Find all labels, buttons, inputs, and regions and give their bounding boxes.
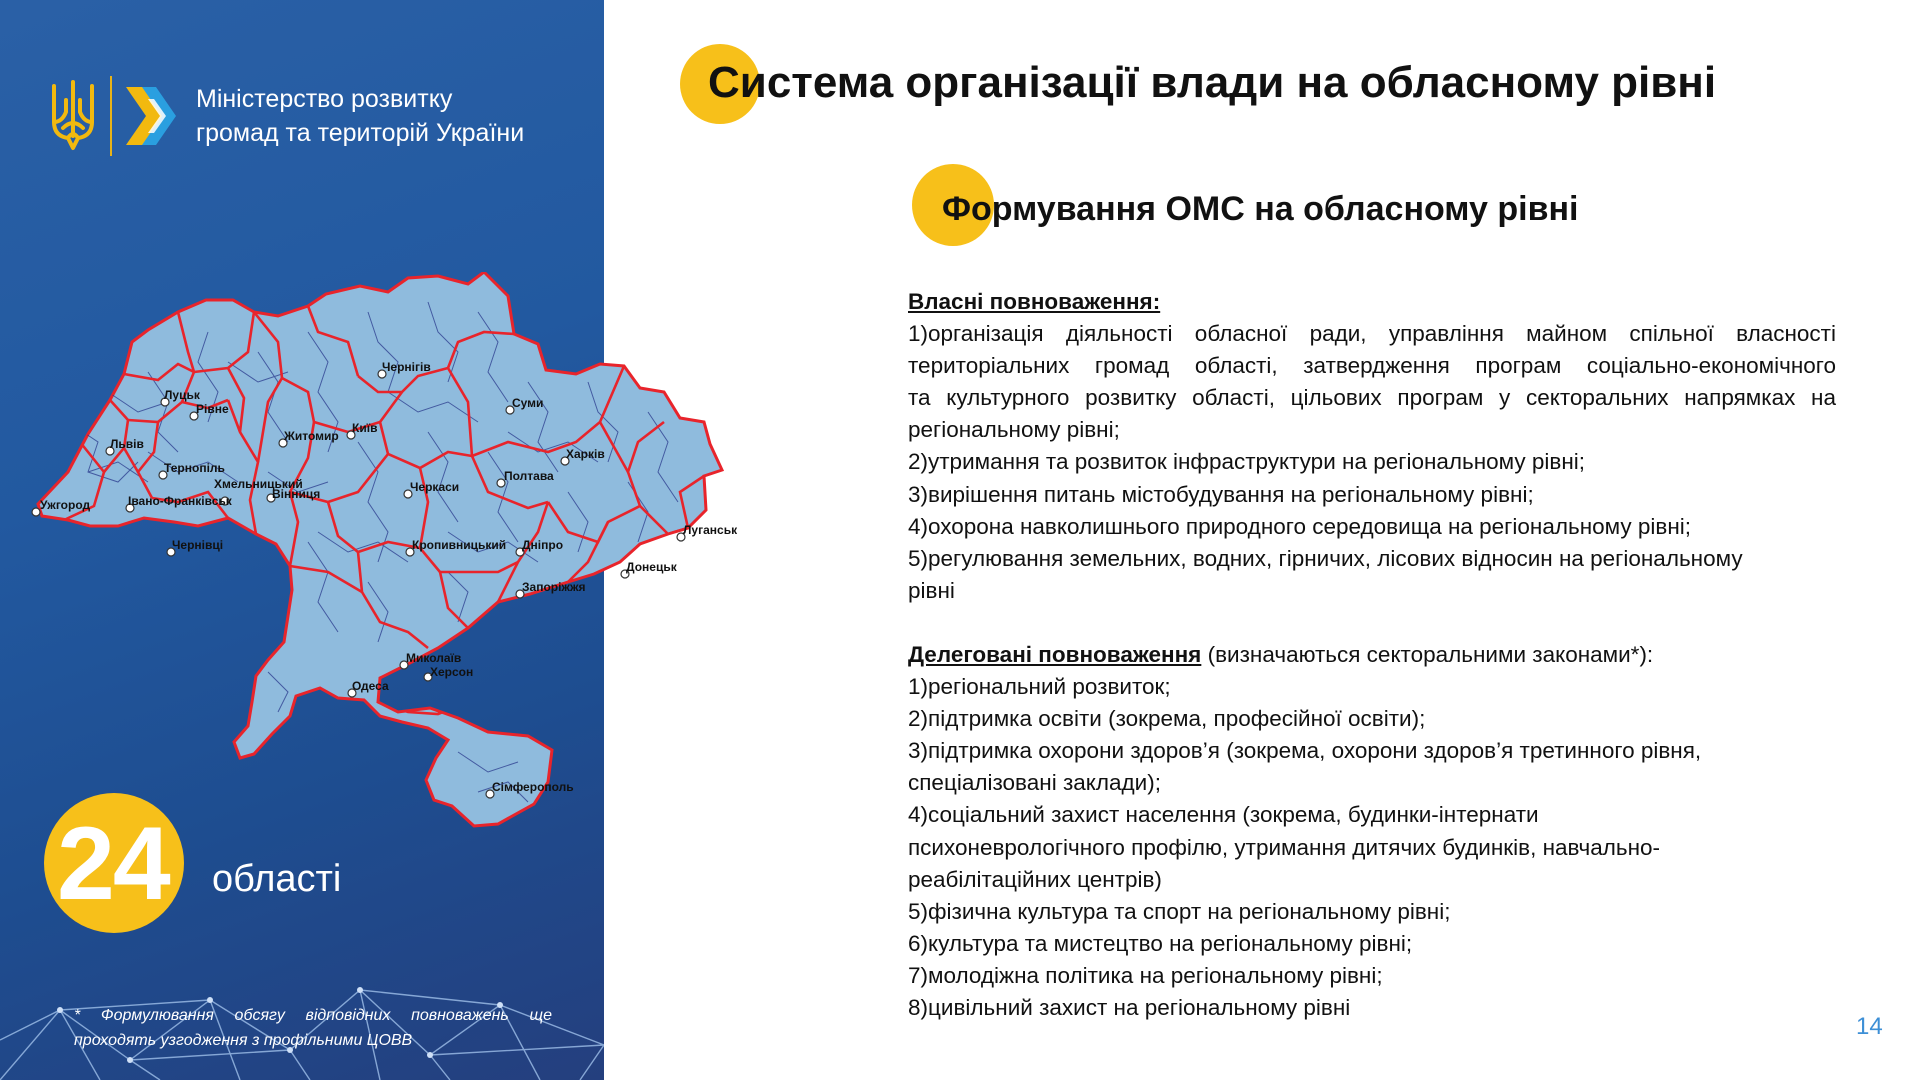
delegated-powers-line: 1)регіональний розвиток;	[908, 674, 1171, 700]
ukraine-map	[28, 272, 904, 852]
city-label-luhansk: Луганськ	[683, 523, 738, 537]
trident-icon	[48, 78, 98, 154]
delegated-powers-note: (визначаються секторальними законами*):	[1201, 641, 1654, 667]
own-powers-line: 3)вирішення питань містобудування на регіональному рівні;	[908, 481, 1534, 507]
delegated-powers-line: 2)підтримка освіти (зокрема, професійної освіти);	[908, 706, 1426, 732]
delegated-powers-line: 6)культура та мистецтво на регіональному рівні;	[908, 930, 1413, 956]
delegated-powers-heading-row	[908, 639, 1836, 671]
own-powers-line: рівні	[908, 577, 955, 603]
city-label-mykolaiv: Миколаїв	[406, 651, 462, 665]
ministry-name-line2: громад та територій України	[196, 119, 525, 147]
delegated-powers-line: 4)соціальний захист населення (зокрема, будинки-інтернати	[908, 802, 1539, 828]
city-label-lviv: Львів	[110, 437, 144, 451]
city-label-rivne: Рівне	[196, 402, 229, 416]
city-label-khmelnytskyi: Хмельницький	[214, 477, 303, 491]
delegated-powers-line: реабілітаційних центрів)	[908, 866, 1162, 892]
city-label-poltava: Полтава	[504, 469, 554, 483]
delegated-powers-line: 3)підтримка охорони здоров’я (зокрема, охорони здоров’я третинного рівня,	[908, 738, 1702, 764]
footnote: * Формулювання обсягу відповідних повноважень ще проходять узгодження з профільними ЦОВВ	[74, 1007, 552, 1049]
city-label-simferopol: Сімферополь	[492, 780, 574, 794]
city-label-sumy: Суми	[512, 396, 544, 410]
city-label-kropyvnytskyi: Кропивницький	[412, 538, 507, 552]
own-powers-line: 1)організація діяльності обласної ради, управління майном спільної власності	[908, 321, 1836, 347]
delegated-powers-line: психоневрологічного профілю, утримання дитячих будинків, навчально-	[908, 834, 1661, 860]
own-powers-line: 5)регулювання земельних, водних, гірничих, лісових відносин на регіональному	[908, 545, 1743, 571]
city-label-cherkasy: Черкаси	[410, 480, 460, 494]
own-powers-heading: Власні повноваження:	[908, 289, 1161, 314]
delegated-powers-line: 5)фізична культура та спорт на регіональному рівні;	[908, 898, 1451, 924]
own-powers-line: територіальних громад області, затвердження програм соціально-економічного	[908, 353, 1836, 379]
slide-subtitle: Формування ОМС на обласному рівні	[942, 190, 1579, 228]
city-label-zhytomyr: Житомир	[284, 429, 339, 443]
powers-text	[908, 286, 1836, 1024]
city-label-lutsk: Луцьк	[164, 388, 200, 402]
slide-title: Система організації влади на обласному рівні	[708, 58, 1717, 107]
city-label-dnipro: Дніпро	[522, 538, 564, 552]
logo-divider	[110, 76, 112, 156]
delegated-powers-line: спеціалізовані заклади);	[908, 770, 1161, 796]
city-label-ivano-frankivsk: Івано-Франківськ	[128, 494, 232, 508]
ministry-logo	[48, 76, 524, 156]
city-label-ternopil: Тернопіль	[164, 461, 225, 475]
city-label-chernihiv: Чернігів	[382, 360, 431, 374]
city-label-kherson: Херсон	[430, 665, 474, 679]
own-powers-line: та культурного розвитку області, цільових програм у секторальних напрямках на	[908, 385, 1836, 411]
own-powers-line: 2)утримання та розвиток інфраструктури на регіональному рівні;	[908, 449, 1586, 475]
city-label-uzhhorod: Ужгород	[40, 498, 91, 512]
city-label-odesa: Одеса	[352, 679, 389, 693]
city-label-vinnytsia: Вінниця	[272, 487, 321, 501]
map-land	[38, 272, 722, 826]
section-gap	[908, 607, 1836, 639]
city-label-zaporizhzhia: Запоріжжя	[522, 580, 586, 594]
page-number: 14	[1856, 1013, 1883, 1040]
delegated-powers-line: 8)цивільний захист на регіональному рівні	[908, 994, 1351, 1020]
delegated-powers-line: 7)молодіжна політика на регіональному рівні;	[908, 962, 1383, 988]
ministry-name	[196, 82, 524, 150]
city-label-chernivtsi: Чернівці	[172, 538, 224, 552]
city-label-kyiv: Київ	[352, 421, 378, 435]
own-powers-line: 4)охорона навколишнього природного середовища на регіональному рівні;	[908, 513, 1691, 539]
oblast-count: 24	[57, 806, 169, 922]
delegated-powers-heading: Делеговані повноваження	[908, 641, 1202, 667]
chevrons-icon	[122, 85, 178, 147]
own-powers-line: регіональному рівні;	[908, 417, 1120, 443]
city-label-donetsk: Донецьк	[626, 560, 677, 574]
oblast-count-label: області	[212, 858, 342, 900]
city-label-kharkiv: Харків	[566, 447, 605, 461]
ministry-name-line1: Міністерство розвитку	[196, 85, 453, 113]
